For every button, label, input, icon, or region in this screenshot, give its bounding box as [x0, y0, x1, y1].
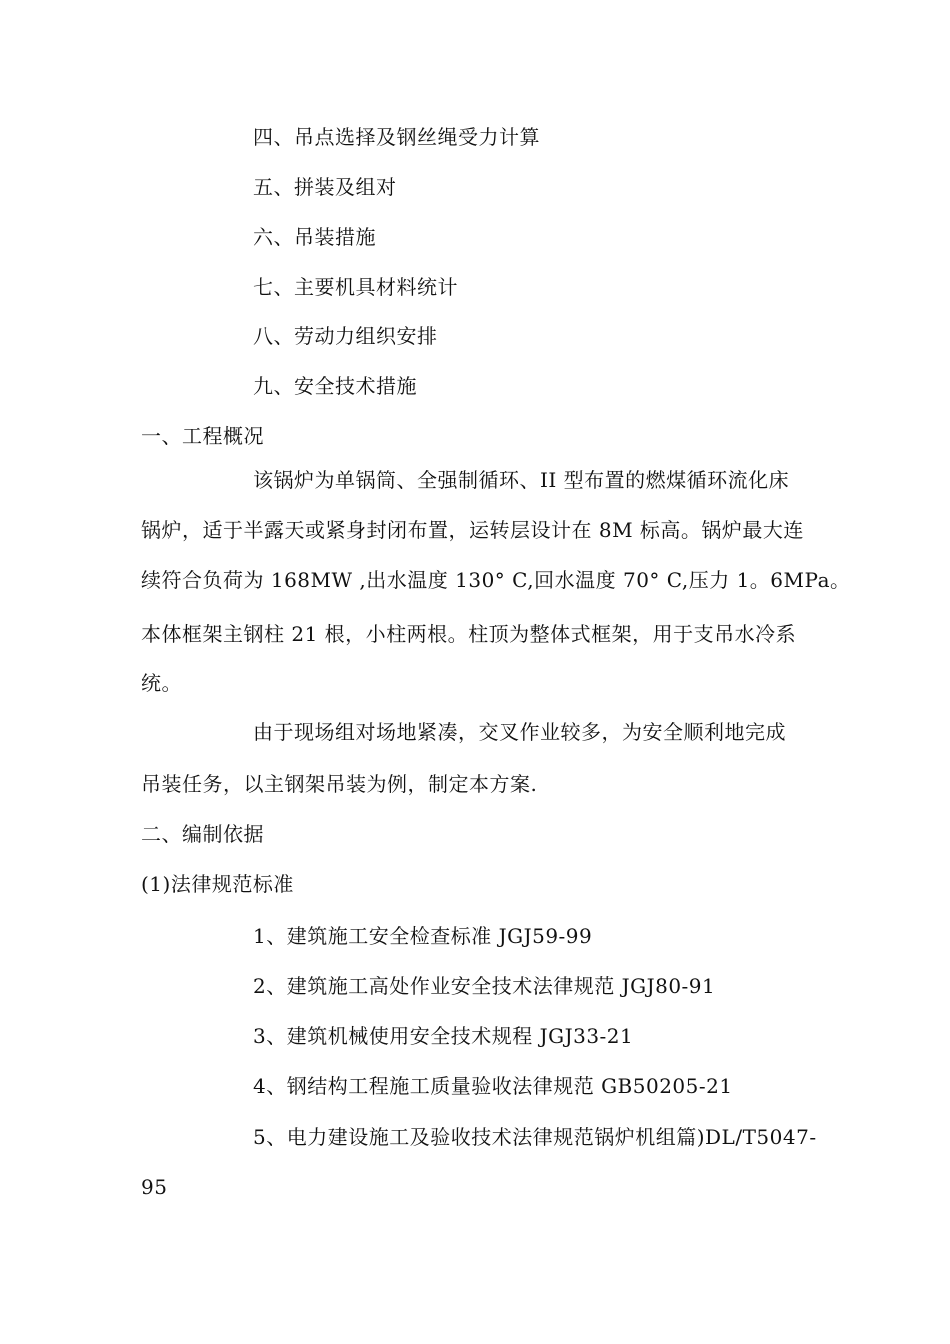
paragraph-line: 续符合负荷为 168MW ,出水温度 130° C,回水温度 70° C,压力 1。6MPa。 [141, 568, 851, 592]
standard-item-5-continuation: 95 [141, 1175, 168, 1199]
toc-item-4: 四、吊点选择及钢丝绳受力计算 [253, 125, 540, 149]
toc-item-7: 七、主要机具材料统计 [253, 275, 458, 299]
paragraph-line: 锅炉，适于半露天或紧身封闭布置，运转层设计在 8M 标高。锅炉最大连 [141, 518, 804, 542]
standard-item-3: 3、建筑机械使用安全技术规程 JGJ33-21 [253, 1024, 634, 1048]
paragraph-line: 该锅炉为单锅筒、全强制循环、II 型布置的燃煤循环流化床 [253, 468, 790, 492]
subsection-heading-standards: (1)法律规范标准 [141, 872, 294, 896]
paragraph-line: 吊装任务，以主钢架吊装为例，制定本方案. [141, 772, 538, 796]
toc-item-6: 六、吊装措施 [253, 225, 376, 249]
paragraph-line: 本体框架主钢柱 21 根，小柱两根。柱顶为整体式框架，用于支吊水冷系 [141, 622, 797, 646]
standard-item-4: 4、钢结构工程施工质量验收法律规范 GB50205-21 [253, 1074, 733, 1098]
toc-item-5: 五、拼装及组对 [253, 175, 397, 199]
section-heading-basis: 二、编制依据 [141, 822, 264, 846]
toc-item-9: 九、安全技术措施 [253, 374, 417, 398]
standard-item-2: 2、建筑施工高处作业安全技术法律规范 JGJ80-91 [253, 974, 716, 998]
paragraph-line: 统。 [141, 671, 182, 695]
section-heading-overview: 一、工程概况 [141, 424, 264, 448]
standard-item-5: 5、电力建设施工及验收技术法律规范锅炉机组篇)DL/T5047- [253, 1125, 817, 1149]
standard-item-1: 1、建筑施工安全检查标准 JGJ59-99 [253, 924, 593, 948]
paragraph-line: 由于现场组对场地紧凑，交叉作业较多，为安全顺利地完成 [253, 720, 786, 744]
toc-item-8: 八、劳动力组织安排 [253, 324, 438, 348]
